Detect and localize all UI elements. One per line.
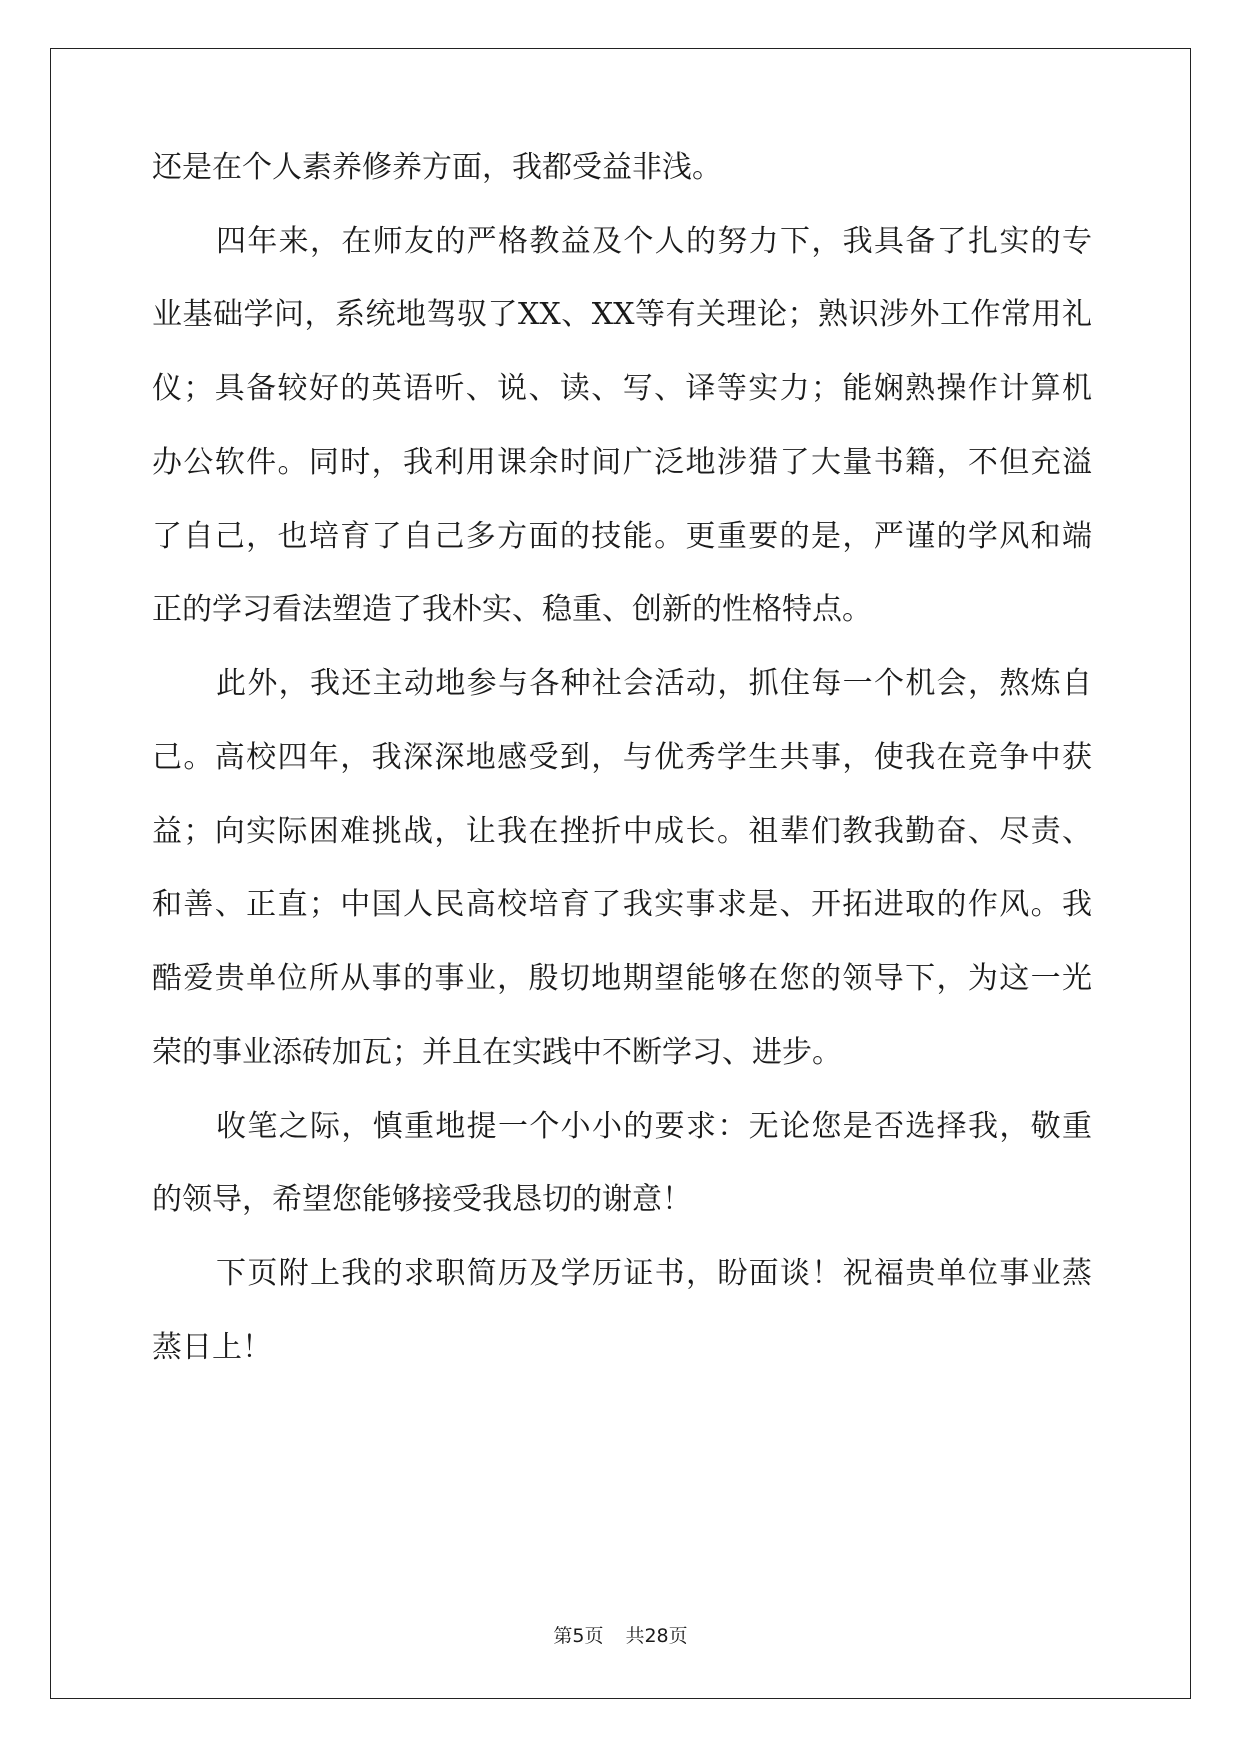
text-line: 的领导，希望您能够接受我恳切的谢意！ — [152, 1182, 692, 1217]
text-line: 和善、正直；中国人民高校培育了我实事求是、开拓进取的作风。我 — [152, 887, 1092, 922]
text-line: 还是在个人素养修养方面，我都受益非浅。 — [152, 150, 722, 185]
page-prefix: 第 — [553, 1625, 573, 1647]
paragraph-first-line: 四年来，在师友的严格教益及个人的努力下，我具备了扎实的专 — [216, 224, 1092, 259]
page-border — [50, 48, 1191, 1699]
text-line: 己。高校四年，我深深地感受到，与优秀学生共事，使我在竞争中获 — [152, 740, 1092, 775]
text-line: 蒸日上！ — [152, 1330, 272, 1365]
page-number: 5 — [572, 1625, 585, 1647]
paragraph-first-line: 下页附上我的求职简历及学历证书，盼面谈！祝福贵单位事业蒸 — [216, 1256, 1092, 1291]
paragraph-first-line: 此外，我还主动地参与各种社会活动，抓住每一个机会，熬炼自 — [216, 666, 1092, 701]
paragraph-first-line: 收笔之际，慎重地提一个小小的要求：无论您是否选择我，敬重 — [216, 1109, 1092, 1144]
text-line: 正的学习看法塑造了我朴实、稳重、创新的性格特点。 — [152, 592, 872, 627]
text-line: 业基础学问，系统地驾驭了XX、XX等有关理论；熟识涉外工作常用礼 — [152, 297, 1092, 332]
total-prefix: 共 — [625, 1625, 645, 1647]
page-suffix: 页 — [584, 1625, 604, 1647]
text-line: 酷爱贵单位所从事的事业，殷切地期望能够在您的领导下，为这一光 — [152, 961, 1092, 996]
total-suffix: 页 — [668, 1625, 688, 1647]
total-pages: 28 — [644, 1625, 669, 1647]
text-line: 办公软件。同时，我利用课余时间广泛地涉猎了大量书籍，不但充溢 — [152, 445, 1092, 480]
text-line: 仪；具备较好的英语听、说、读、写、译等实力；能娴熟操作计算机 — [152, 371, 1092, 406]
text-line: 了自己，也培育了自己多方面的技能。更重要的是，严谨的学风和端 — [152, 519, 1092, 554]
text-line: 益；向实际困难挑战，让我在挫折中成长。祖辈们教我勤奋、尽责、 — [152, 814, 1092, 849]
page-footer — [0, 1624, 1241, 1648]
text-line: 荣的事业添砖加瓦；并且在实践中不断学习、进步。 — [152, 1035, 842, 1070]
